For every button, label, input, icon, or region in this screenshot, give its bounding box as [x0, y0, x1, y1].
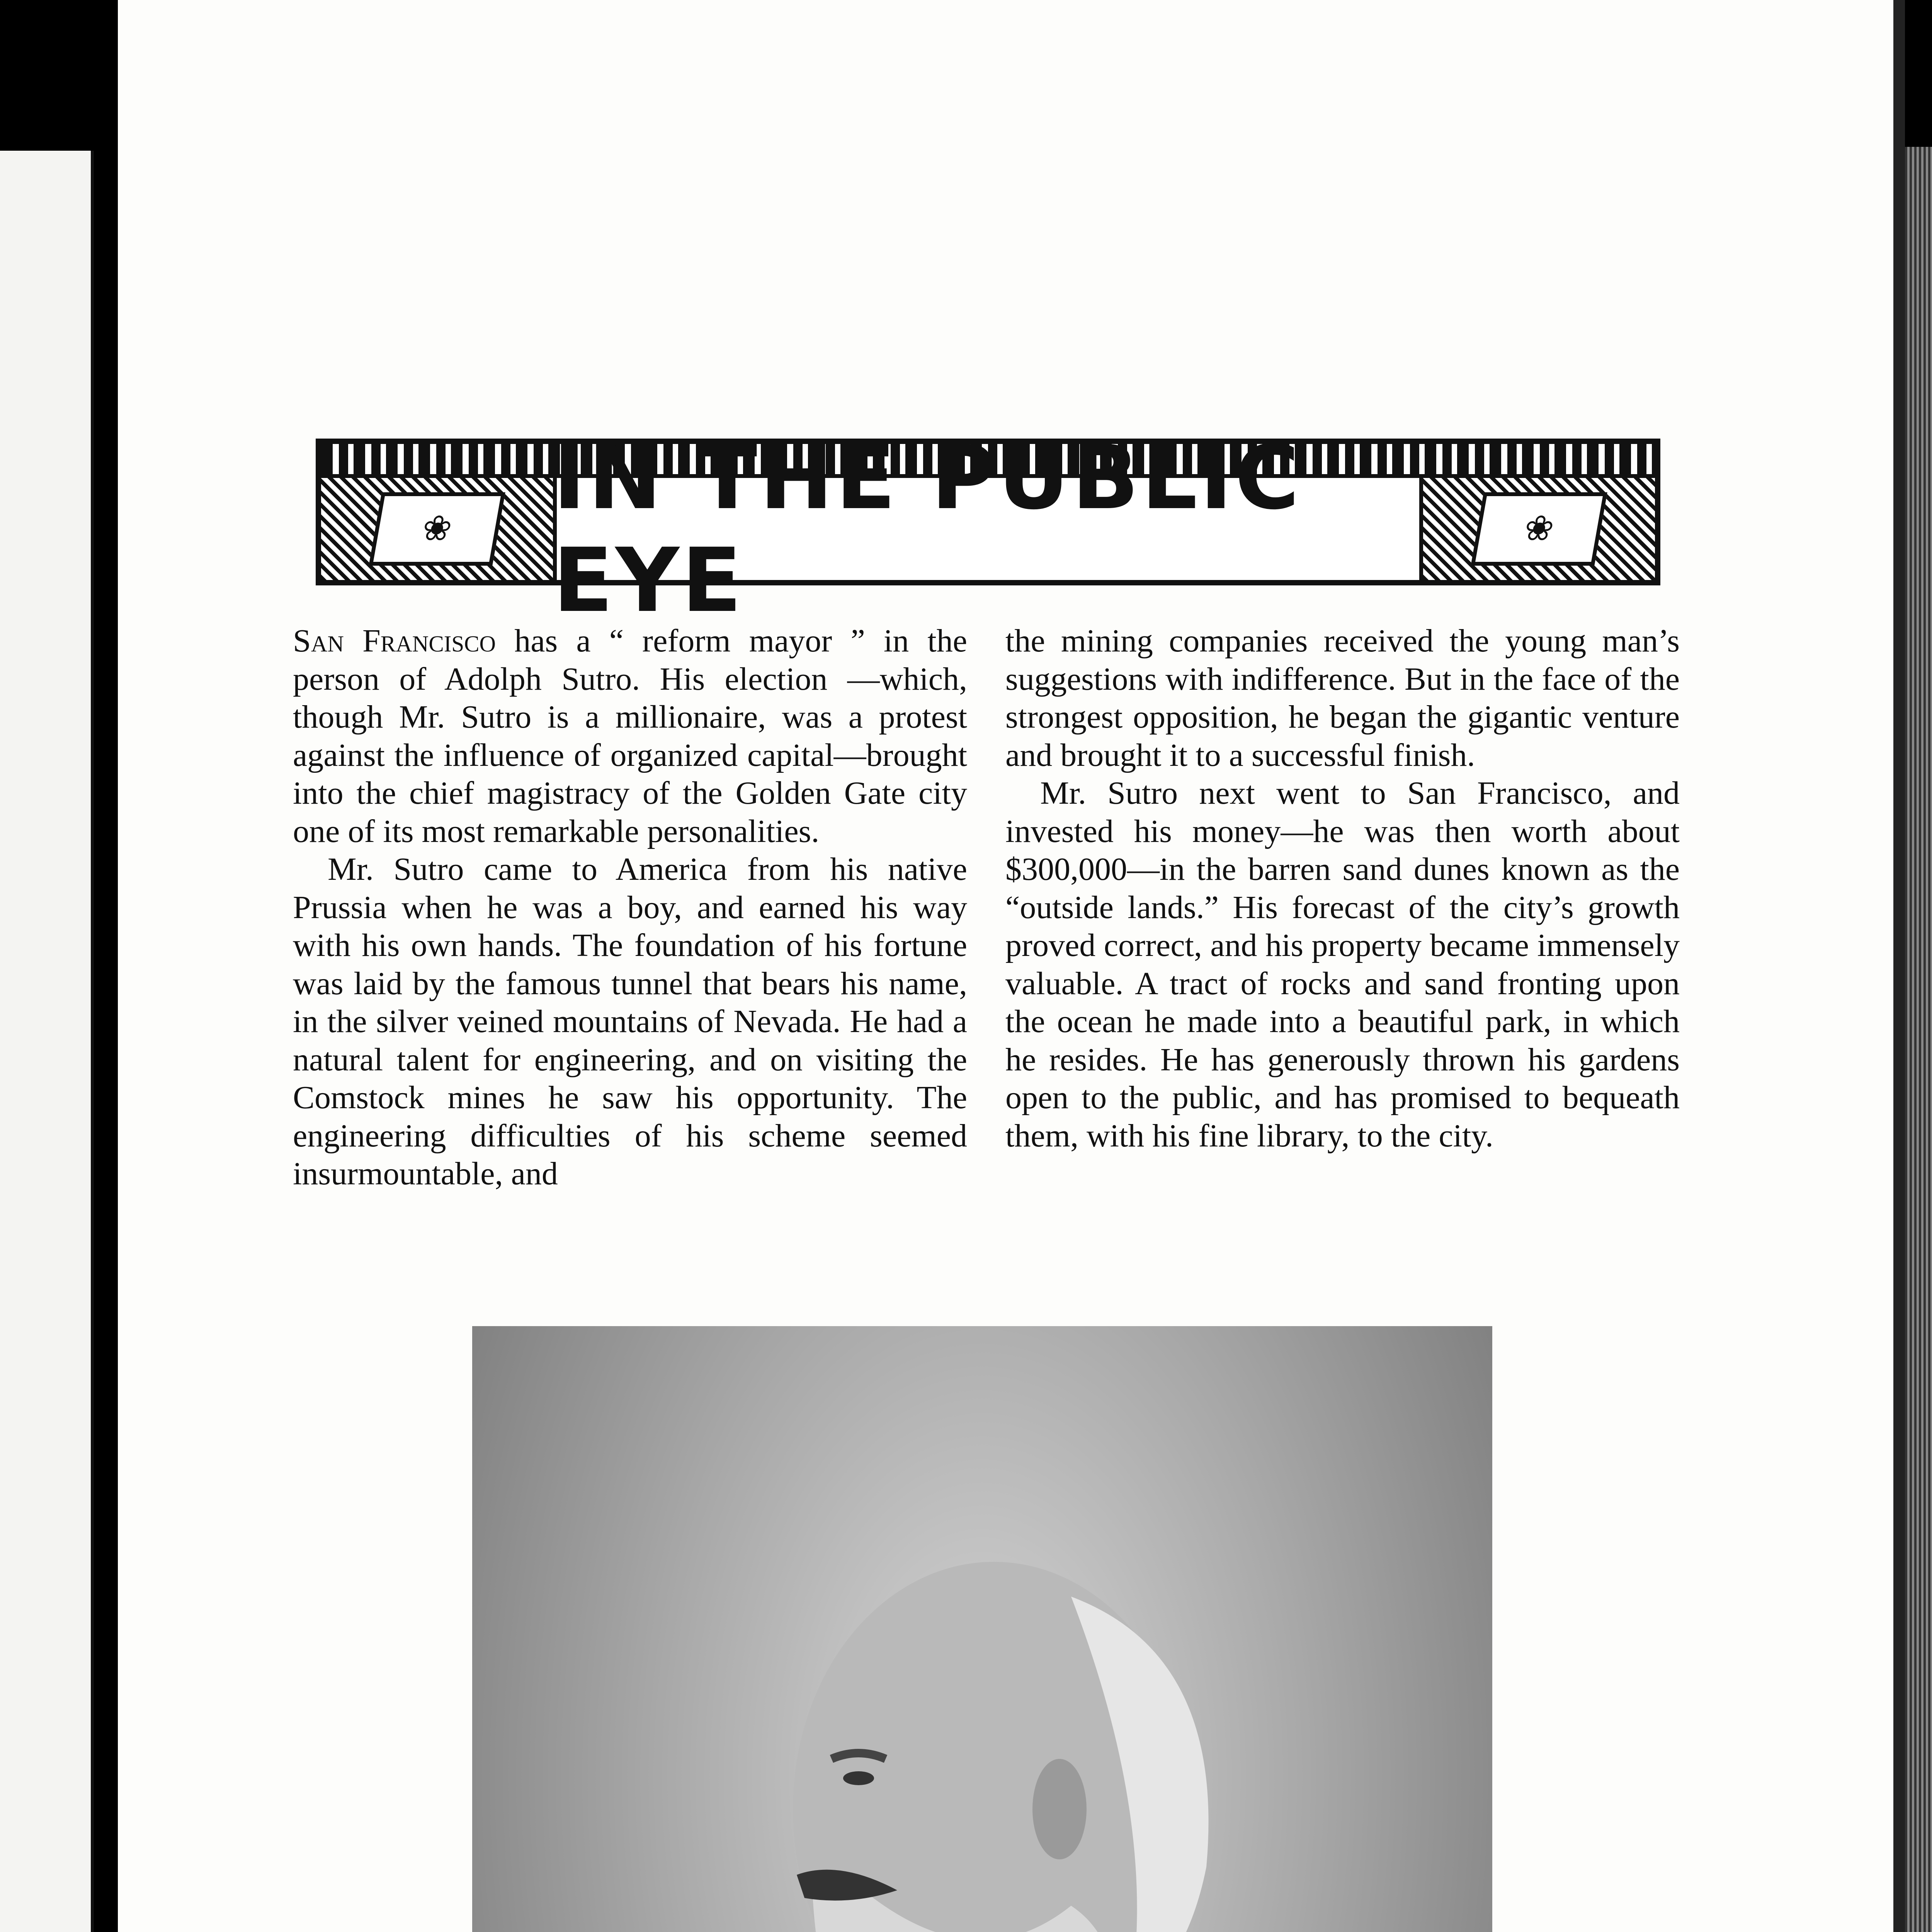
portrait-drawing — [472, 1326, 1492, 1932]
article-paragraph: San Francisco has a “ reform mayor ” in the person of Adolph Sutro. His election —which, though Mr. Sutro is a millionaire, was a protest against the influence of organized capital—brought into the chief magistracy of the Golden Gate city one of its most remarkable personalities. — [293, 623, 967, 849]
article-column-left — [293, 622, 967, 1193]
section-title: EYE — [553, 529, 744, 632]
page-stack-edge — [1905, 147, 1932, 1932]
article-paragraph: the mining companies received the young man’s suggestions with indifference. But in the face of the strongest opposition, he began the gigantic venture and brought it to a successful finish. — [1005, 623, 1680, 773]
ornament-right — [1419, 478, 1655, 580]
section-header-banner — [316, 439, 1660, 632]
article-paragraph: Mr. Sutro next went to San Francisco, and invested his money—he was then worth about $300,000—in the barren sand dunes known as the “outside lands.” His forecast of the city’s growth proved correct, and his property became immensely valuable. A tract of rocks and sand fronting upon the ocean he made into a beautiful park, in which he resides. He has generously thrown his gardens open to the public, and has promised to bequeath them, with his fine library, to the city. — [1005, 775, 1680, 1154]
article-column-right — [1005, 622, 1680, 1155]
lead-words: San Francisco — [293, 623, 496, 659]
open-book-icon: ❀ — [1471, 492, 1607, 566]
facing-page-edge — [0, 151, 94, 1932]
article-paragraph: Mr. Sutro came to America from his native Prussia when he was a boy, and earned his way with his own hands. The foundation of his fortune was laid by the famous tunnel that bears his name, in the silver veined mountains of Nevada. He had a natural talent for engineering, and on visiting the Comstock mines he saw his opportunity. The engineering difficulties of his scheme seemed insurmountable, and — [293, 851, 967, 1192]
portrait-photograph — [472, 1326, 1492, 1932]
ornament-left — [321, 478, 557, 580]
open-book-icon: ❀ — [369, 492, 505, 566]
